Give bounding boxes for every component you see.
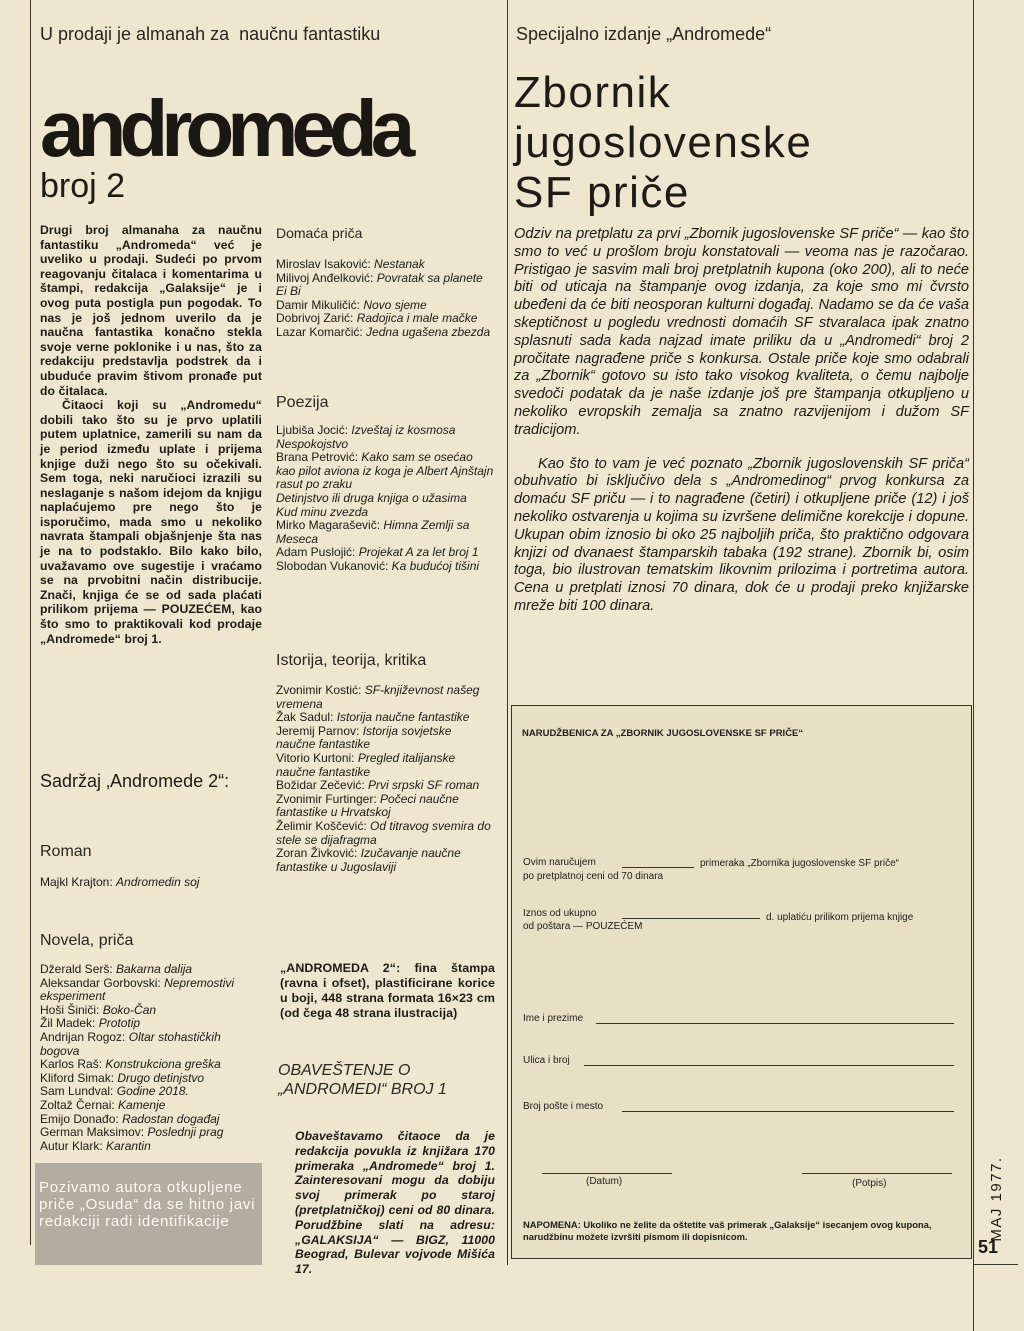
amount-label-tail: d. uplatiću prilikom prijema knjige [766,912,914,923]
list-item [40,1072,258,1086]
note-text: Ukoliko ne želite da oštetite vaš primerak „Galaksije“ isecanjem ovog kupona, narudžbinu možete izvršiti pismom ili dopisnicom. [523,1219,932,1242]
list-item [40,977,258,1004]
entry-author: Milivoj Anđelković: [276,270,374,285]
specs-text: „ANDROMEDA 2“: fina štampa (ravna i ofset), plastificirane korice u boji, 448 strana formata 16×23 cm (od čega 48 strana ilustracija) [280,961,495,1020]
entry-author: Želimir Koščević: [276,818,367,833]
contents-heading: Sadržaj ‚Andromede 2“: [40,771,230,791]
entry-title: Novo sjeme [363,297,427,312]
entry-title: SF-književnost našeg vremena [276,683,480,711]
entry-author: Autur Klark: [40,1138,103,1153]
list-item [40,1113,258,1127]
entry-author: Žak Sadul: [276,710,334,725]
entry-title: Drugo detinjstvo [117,1070,205,1085]
date-field[interactable] [542,1173,672,1174]
notice-box: Pozivamo autora otkupljene priče „Osuda“ da se hitno javi redakciji radi identifikacije [35,1163,262,1265]
list-item [40,963,258,977]
obavestenje-text: Obaveštavamo čitaoce da je redakcija povukla iz knjižara 170 primeraka „Andromede“ broj 1. Zainteresovani mogu da dobiju svoj primerak po staroj (pretplatničkoj) ceni od 80 dinara. Porudžbine slati na adresu: „GALAKSIJA“ — BIGZ, 11000 Beograd, Bulevar vojvode Mišića 17. [295,1129,495,1277]
entry-title: Andromedin soj [116,875,200,889]
entry-author: Andrijan Rogoz: [40,1029,126,1044]
entry-author: Damir Mikuličić: [276,297,360,312]
entry-title: Nestanak [374,257,425,271]
list-item [276,506,494,520]
list-item [40,876,260,890]
entry-author: Dobrivoj Zarić: [276,311,354,326]
entry-title: Oltar stohastičkih bogova [40,1029,221,1058]
name-field[interactable] [596,1023,954,1024]
list-item [276,519,494,546]
entry-title: Bakarna dalija [116,962,193,976]
entry-author: Džerald Serš: [40,962,113,976]
column-rule-right [973,0,974,1331]
zbornik-title [514,68,964,218]
column-rule-left [30,0,31,1245]
entry-title: Povratak sa planete Ei Bi [276,270,483,299]
entry-title: Nespokojstvo [276,436,349,451]
entry-author: Kliford Simak: [40,1070,115,1085]
entry-title: Boko-Čan [102,1002,157,1017]
title-line: Zbornik [514,68,672,117]
form-title: NARUDŽBENICA ZA „ZBORNIK JUGOSLOVENSKE SF PRIČE“ [522,728,804,739]
entry-author: Slobodan Vukanović: [276,558,389,573]
list-item [276,272,494,299]
entry-author: Karlos Raš: [40,1057,103,1072]
list-item [40,1085,258,1099]
intro-paragraph: Drugi broj almanaha za naučnu fantastiku „Andromeda“ već je uveliko u prodaji. Sudeći po prvom reagovanju čitalaca i komentarima u štampi, redakcija „Galaksije“ je i ovog puta postigla pun pogodak. To nas je još jednom uverilo da je naučna fantastika konačno stekla svoje verne poklonike i u nas, što za redakciju predstavlja podstrek da i ubuduće pravim štivom pronađe put do čitalaca. [40,223,262,398]
entry-title: Projekat A za let broj 1 [358,545,479,560]
entry-title: Kud minu zvezda [276,504,369,519]
page-number: 51 [978,1237,999,1257]
novela-list [40,963,258,1153]
istorija-heading: Istorija, teorija, kritika [276,652,427,669]
list-item [40,1058,258,1072]
domaca-list [276,258,494,340]
signature-label: (Potpis) [852,1178,887,1189]
order-label-tail: primeraka „Zbornika jugoslovenske SF priče“ [700,858,899,869]
entry-author: Hoši Šiniči: [40,1002,100,1017]
signature-field[interactable] [802,1173,952,1174]
street-field[interactable] [584,1065,954,1066]
zbornik-body [514,226,969,616]
entry-author: Adam Puslojić: [276,545,356,560]
right-header: Specijalno izdanje „Andromede“ [516,24,772,44]
list-item [276,299,494,313]
entry-title: Počeci naučne fantastike u Hrvatskoj [276,791,459,820]
entry-author: Zvonimir Kostić: [276,683,362,697]
roman-list [40,876,260,890]
quantity-field[interactable] [622,867,694,868]
entry-title: Nepremostivi eksperiment [40,975,235,1004]
intro-text [40,223,262,646]
note-label: NAPOMENA: [523,1219,581,1230]
entry-author: Majkl Krajton: [40,875,113,889]
logo-text: andromeda [40,90,409,162]
list-item [276,326,494,340]
entry-title: Prototip [98,1016,141,1031]
entry-title: Ka budućoj tišini [391,558,480,573]
order-price: po pretplatnoj ceni od 70 dinara [523,871,664,882]
order-form [511,705,972,1259]
entry-title: Istorija naučne fantastike [336,710,470,725]
list-item [276,684,494,711]
entry-title: Prvi srpski SF roman [368,778,480,793]
order-label: Ovim naručujem [523,857,596,868]
entry-author: Miroslav Isaković: [276,257,371,271]
entry-title: Izučavanje naučne fantastike u Jugoslaviji [276,846,461,874]
entry-title: Od titravog svemira do stele se dijafragma [276,818,491,847]
list-item [276,451,494,492]
entry-title: Izveštaj iz kosmosa [351,423,456,437]
amount-delivery: od poštara — POUZEĆEM [523,921,643,932]
list-item [40,1099,258,1113]
roman-heading: Roman [40,843,92,860]
list-item [276,438,494,452]
body-paragraph: Odziv na pretplatu za prvi „Zbornik jugoslovenske SF priče“ — kao što smo to već u prošlom broju konstatovali — veoma nas je razočarao. Pristigao je sasvim mali broj pretplatnih kupona (oko 200), ali to neće biti od uticaja na štampanje ovog izdanja, za koje smo mi čvrsto ubeđeni da će biti neosporan kulturni događaj. Nadamo se da će vaša skeptičnost u pogledu vrednosti domaćih SF stvaralaca ipak znatno splasnuti sada kada najzad imate priliku da u „Andromedi“ broj 2 pročitate nagrađene priče s konkursa. Ostale priče koje smo odabrali za „Zbornik“ gotovo su isto tako visokog kvaliteta, o čemu najbolje svedoči podatak da je naše izdanje još pre štampanja otkupljeno u nekoliko evropskih zemalja sa znatno razvijenijom i dužom SF tradicijom. [514,226,969,438]
list-item [276,725,494,752]
date-text: MAJ 1977. [988,1156,1005,1242]
list-item [276,820,494,847]
left-header: U prodaji je almanah za naučnu fantastiku [40,24,381,44]
entry-title: Konstrukciona greška [105,1057,221,1072]
entry-title: Radostan događaj [122,1111,220,1126]
andromeda-logo [40,90,420,162]
list-item [276,779,494,793]
istorija-list [276,684,494,874]
entry-author: Sam Lundval: [40,1084,114,1099]
list-item [276,424,494,438]
title-line: SF priče [514,168,690,217]
entry-author: Zoltaž Černai: [40,1097,115,1112]
entry-title: Pregled italijanske naučne fantastike [276,750,456,779]
list-item [276,793,494,820]
entry-author: Božidar Zečević: [276,778,365,793]
amount-label: Iznos od ukupno [523,908,597,919]
entry-title: Godine 2018. [116,1084,189,1099]
list-item [276,847,494,874]
list-item [276,546,494,560]
entry-author: Jeremij Parnov: [276,723,360,738]
entry-author: Aleksandar Gorbovski: [40,975,161,990]
entry-author: Ljubiša Jocić: [276,423,349,437]
list-item [40,1017,258,1031]
street-label: Ulica i broj [523,1055,570,1066]
entry-author: Žil Madek: [40,1016,96,1031]
issue-number: broj 2 [40,167,126,205]
entry-title: Radojica i male mačke [356,311,478,326]
entry-author: Brana Petrović: [276,450,359,465]
post-field[interactable] [622,1111,954,1112]
date-label: (Datum) [586,1176,623,1187]
entry-author: German Maksimov: [40,1125,145,1140]
entry-author: Zoran Živković: [276,846,358,861]
entry-title: Karantin [106,1138,151,1153]
amount-field[interactable] [622,918,760,919]
obavestenje-heading: OBAVEŠTENJE O „ANDROMEDI“ BROJ 1 [278,1062,447,1098]
form-note [523,1219,963,1242]
entry-title: Poslednji prag [147,1125,224,1140]
list-item [40,1031,258,1058]
entry-author: Zvonimir Furtinger: [276,791,377,806]
body-paragraph: Kao što to vam je već poznato „Zbornik jugoslovenskih SF priča“ obuhvatio bi isključivo dela s „Andromedinog“ prvog konkursa za domaću SF priču — i to nagrađene (četiri) i otkupljene priče (12) i još nekoliko ostvarenja u kojima su izvršene delimične korekcije i dopune. Ukupan obim iznosio bi oko 25 najboljih priča, što praktično odgovara knjizi od dvanaest štamparskih tabaka (192 strane). Zbornik bi, osim toga, bio ilustrovan tematskim likovnim prilozima i portretima autora. Cena u pretplati iznosi 70 dinara, dok će u prodaji preko knjižarske mreže biti 100 dinara. [514,455,969,614]
list-item [276,752,494,779]
post-label: Broj pošte i mesto [523,1101,604,1112]
list-item [276,312,494,326]
list-item [40,1140,258,1154]
name-label: Ime i prezime [523,1013,584,1024]
list-item [276,492,494,506]
list-item [40,1126,258,1140]
entry-title: Kamenje [118,1097,166,1112]
column-rule-middle [507,0,508,1265]
margin-date [977,1150,1017,1250]
title-line: jugoslovenske [514,118,813,167]
entry-title: Jedna ugašena zbezda [366,324,491,339]
poezija-heading: Poezija [276,394,329,411]
entry-author: Mirko Magaraševič: [276,518,381,533]
list-item [276,258,494,272]
domaca-heading: Domaća priča [276,225,363,241]
list-item [276,560,494,574]
list-item [276,711,494,725]
novela-heading: Novela, priča [40,932,134,949]
poezija-list [276,424,494,574]
intro-paragraph: Čitaoci koji su „Andromedu“ dobili tako što su je prvo uplatili putem uplatnice, zamerili su nam da je period između uplate i prijema knjige duži nego što su očekivali. Sem toga, neki naručioci izrazili su neslaganje s našom idejom da knjigu naplaćujemo pre nego što je isporučimo, mada smo u nekoliko navrata štampali objašnjenje šta nas je na to podstaklo. Bilo kako bilo, uvažavamo ove sugestije i vraćamo se na prvobitni način distribucije. Znači, knjiga će se od sada plaćati prilikom prijema — POUZEĆEM, kao što smo to praktikovali kod prodaje „Andromede“ broj 1. [40,398,262,646]
entry-title: Detinjstvo ili druga knjiga o užasima [276,490,467,505]
entry-author: Lazar Komarčić: [276,324,363,339]
entry-author: Vitorio Kurtoni: [276,750,355,765]
entry-title: Kako sam se osećao kao pilot aviona iz koga je Albert Ajnštajn rasut po zraku [276,450,494,492]
entry-title: Himna Zemlji sa Meseca [276,518,470,546]
page-number-rule [973,1264,1018,1265]
entry-author: Emijo Donađo: [40,1111,119,1126]
entry-title: Istorija sovjetske naučne fantastike [276,723,452,752]
